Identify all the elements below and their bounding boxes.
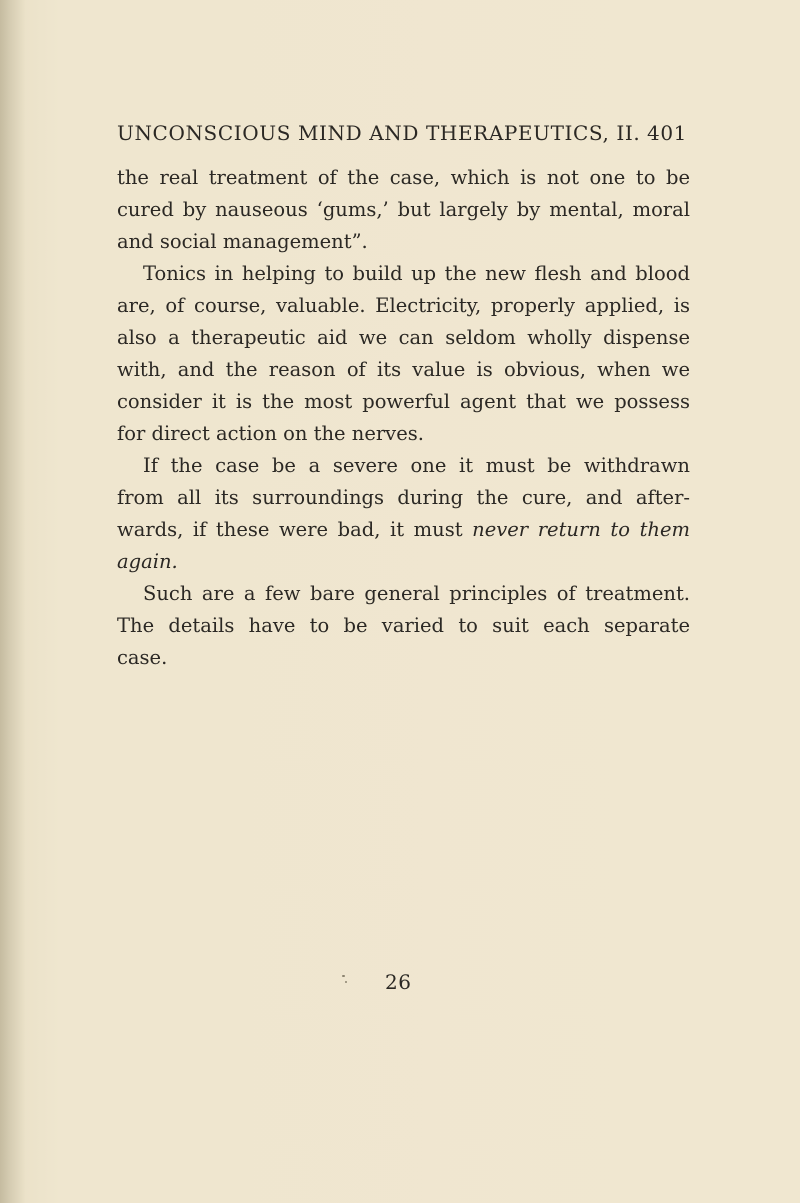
- text-line: cured by nauseous ‘gums,’ but largely by mental, moral: [117, 198, 690, 221]
- gutter-shadow: [0, 0, 26, 1203]
- running-head-title: UNCONSCIOUS MIND AND THERAPEUTICS, II.: [117, 121, 641, 145]
- text-line-italic: again.: [117, 550, 178, 573]
- running-head: [117, 121, 687, 151]
- text-line-mixed: [117, 514, 690, 546]
- text-line: If the case be a severe one it must be withdrawn: [143, 454, 690, 477]
- text-line: are, of course, valuable. Electricity, properly applied, is: [117, 294, 690, 317]
- text-line: with, and the reason of its value is obvious, when we: [117, 358, 690, 381]
- text-line: also a therapeutic aid we can seldom wholly dispense: [117, 326, 690, 349]
- text-run: wards, if these were bad, it must: [117, 518, 473, 541]
- text-line: the real treatment of the case, which is not one to be: [117, 166, 690, 189]
- paper-speck: [342, 975, 345, 977]
- text-line: and social management”.: [117, 230, 368, 253]
- text-line: Such are a few bare general principles of treatment.: [143, 582, 690, 605]
- text-line: Tonics in helping to build up the new flesh and blood: [143, 262, 690, 285]
- text-line: for direct action on the nerves.: [117, 422, 424, 445]
- text-line: The details have to be varied to suit each separate: [117, 614, 690, 637]
- page-number: 401: [647, 121, 687, 145]
- paper-speck: [345, 981, 347, 983]
- body-text: [117, 162, 690, 674]
- text-line: consider it is the most powerful agent that we possess: [117, 390, 690, 413]
- text-line: from all its surroundings during the cure, and after-: [117, 486, 690, 509]
- signature-mark: 26: [385, 970, 412, 994]
- text-line: case.: [117, 646, 168, 669]
- italic-run: never return to them: [472, 518, 691, 541]
